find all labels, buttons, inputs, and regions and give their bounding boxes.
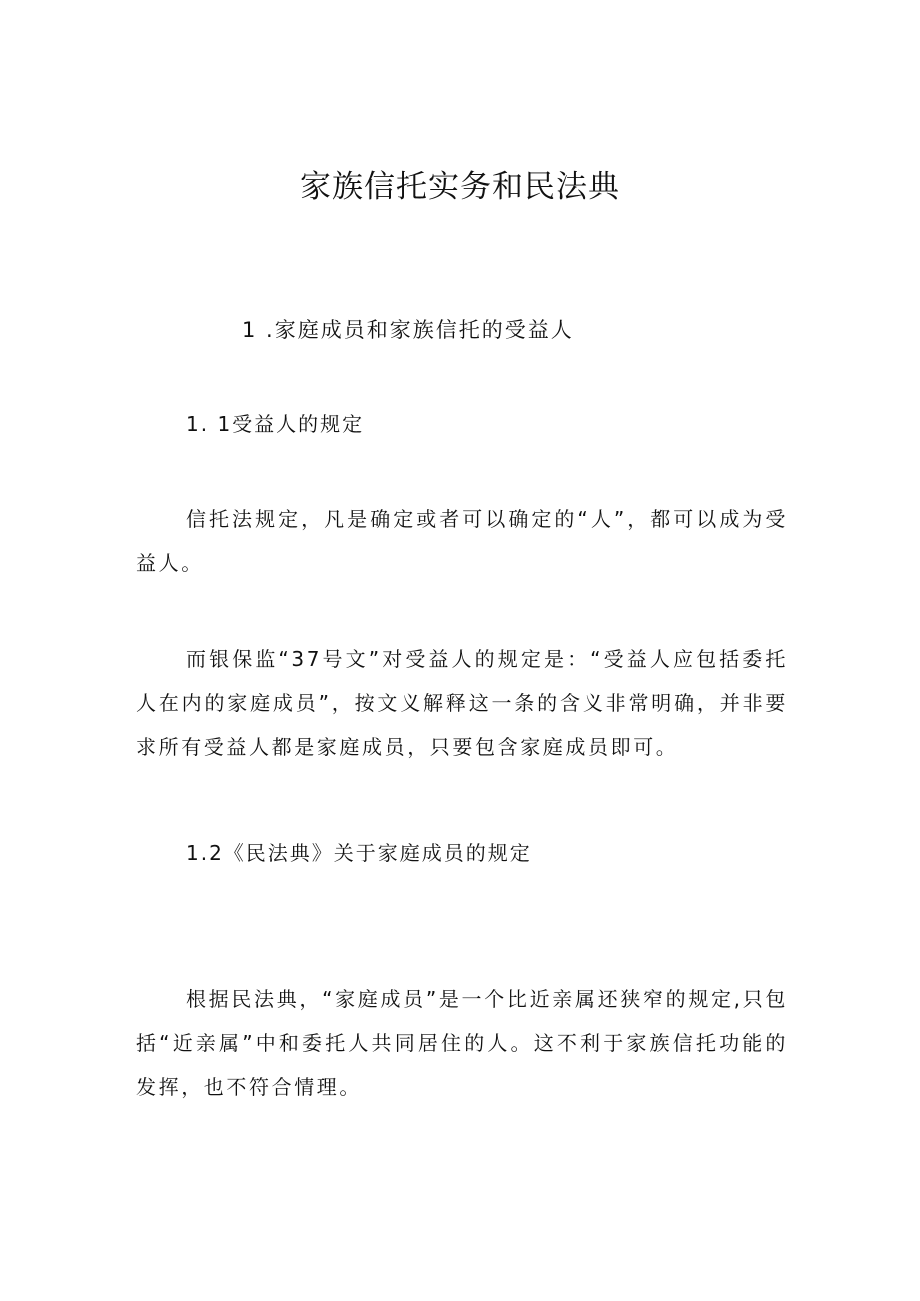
subsection-heading: 1.2《民法典》关于家庭成员的规定 [186, 841, 532, 865]
section-heading: 1 .家庭成员和家族信托的受益人 [242, 318, 574, 342]
paragraph: 根据民法典，“家庭成员”是一个比近亲属还狭窄的规定,只包括“近亲属”中和委托人共同居住的人。这不利于家族信托功能的发挥，也不符合情理。 [136, 987, 788, 1099]
paragraph: 信托法规定，凡是确定或者可以确定的“人”，都可以成为受益人。 [136, 507, 788, 575]
subsection-heading: 1. 1受益人的规定 [186, 412, 365, 436]
paragraph: 而银保监“37号文”对受益人的规定是：“受益人应包括委托人在内的家庭成员”，按文义解释这一条的含义非常明确，并非要求所有受益人都是家庭成员，只要包含家庭成员即可。 [136, 647, 788, 759]
document-title: 家族信托实务和民法典 [300, 169, 620, 205]
